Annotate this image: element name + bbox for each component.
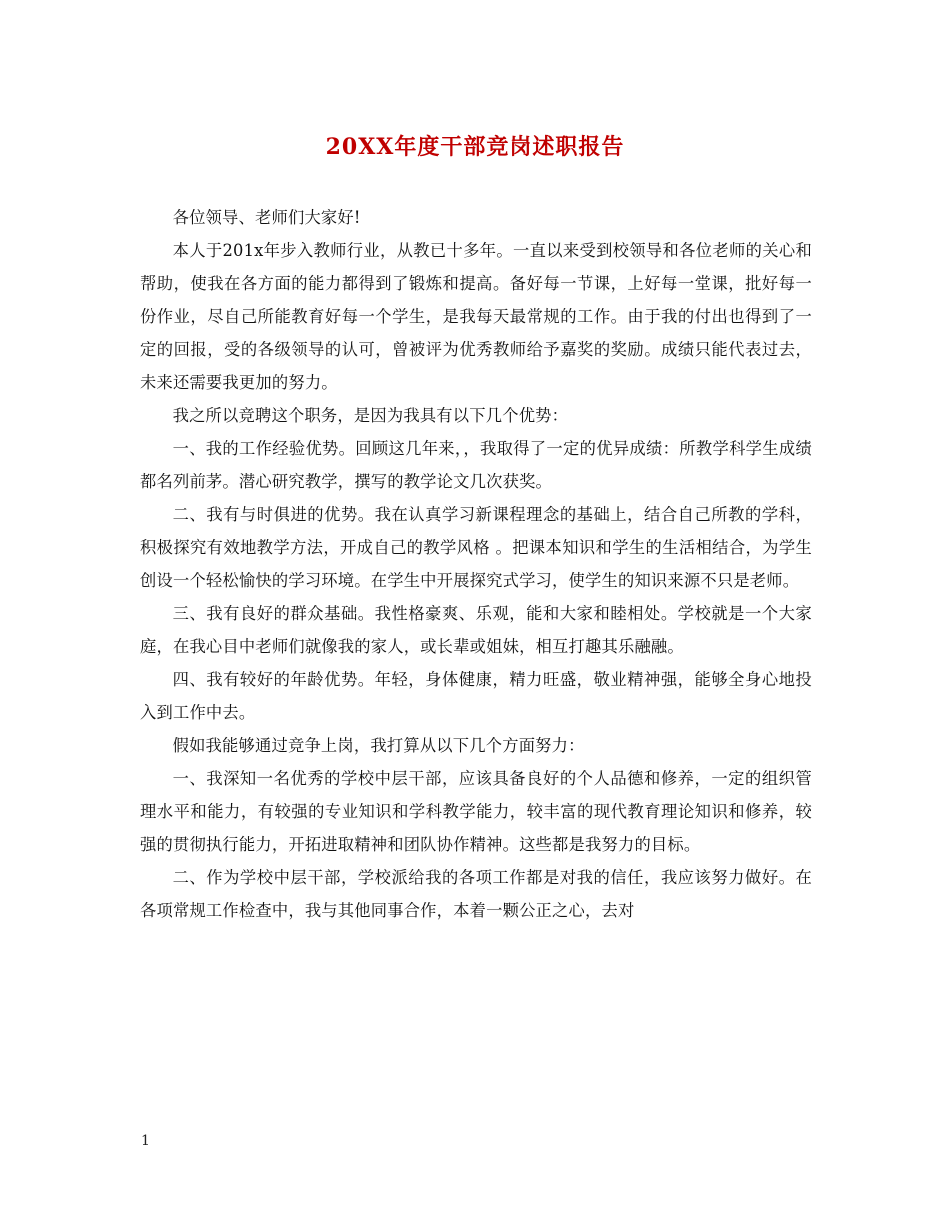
paragraph-greeting: 各位领导、老师们大家好! xyxy=(172,208,361,227)
paragraph-advantage-age: 四、我有较好的年龄优势。年轻，身体健康，精力旺盛，敬业精神强，能够全身心地投入到工作中去。 xyxy=(140,670,812,722)
document-title: 20XX年度干部竞岗述职报告 xyxy=(325,134,625,160)
page-number: 1 xyxy=(141,1133,150,1149)
paragraph-plan-two: 二、作为学校中层干部，学校派给我的各项工作都是对我的信任，我应该努力做好。在各项常规工作检查中，我与其他同事合作，本着一颗公正之心，去对 xyxy=(140,868,812,920)
paragraph-plan-intro: 假如我能够通过竞争上岗，我打算从以下几个方面努力： xyxy=(172,736,585,755)
paragraph-advantages-intro: 我之所以竞聘这个职务，是因为我具有以下几个优势： xyxy=(172,406,569,425)
paragraph-advantage-relations: 三、我有良好的群众基础。我性格豪爽、乐观，能和大家和睦相处。学校就是一个大家庭，在我心目中老师们就像我的家人，或长辈或姐妹，相互打趣其乐融融。 xyxy=(140,604,812,656)
document-body xyxy=(140,201,812,927)
paragraph-advantage-progress: 二、我有与时俱进的优势。我在认真学习新课程理念的基础上，结合自己所教的学科，积极探究有效地教学方法，开成自己的教学风格 。把课本知识和学生的生活相结合，为学生创设一个轻松愉快的学习环境。在学生中开展探究式学习，使学生的知识来源不只是老师。 xyxy=(140,505,812,590)
paragraph-advantage-experience: 一、我的工作经验优势。回顾这几年来，，我取得了一定的优异成绩：所教学科学生成绩都名列前茅。潜心研究教学，撰写的教学论文几次获奖。 xyxy=(140,439,812,491)
paragraph-introduction: 本人于201x年步入教师行业，从教已十多年。一直以来受到校领导和各位老师的关心和帮助，使我在各方面的能力都得到了锻炼和提高。备好每一节课，上好每一堂课，批好每一份作业，尽自己所能教育好每一个学生，是我每天最常规的工作。由于我的付出也得到了一定的回报，受的各级领导的认可，曾被评为优秀教师给予嘉奖的奖励。成绩只能代表过去，未来还需要我更加的努力。 xyxy=(140,241,812,392)
paragraph-plan-one: 一、我深知一名优秀的学校中层干部，应该具备良好的个人品德和修养，一定的组织管理水平和能力，有较强的专业知识和学科教学能力，较丰富的现代教育理论知识和修养，较强的贯彻执行能力，开拓进取精神和团队协作精神。这些都是我努力的目标。 xyxy=(140,769,812,854)
